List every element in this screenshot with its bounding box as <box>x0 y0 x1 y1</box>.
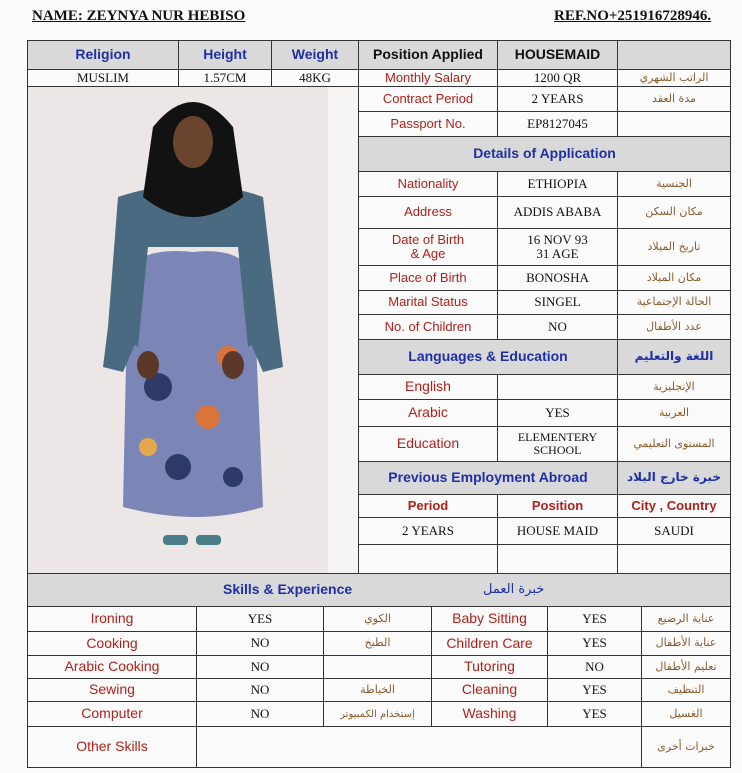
skill-baby-sitting-arabic: عناية الرضيع <box>641 606 731 632</box>
other-skills-label: Other Skills <box>27 726 197 768</box>
skill-arabic-cooking-value: NO <box>196 655 324 679</box>
passport-label: Passport No. <box>358 111 498 137</box>
nationality-value: ETHIOPIA <box>497 171 618 197</box>
arabic-label: Arabic <box>358 399 498 427</box>
skill-cleaning-value: YES <box>547 678 642 702</box>
other-skills-value <box>196 726 642 768</box>
person-photo-icon <box>28 87 358 573</box>
english-label: English <box>358 374 498 400</box>
dob-arabic: تاريخ الميلاد <box>617 228 731 266</box>
monthly-salary-value: 1200 QR <box>497 69 618 87</box>
skill-baby-sitting-label: Baby Sitting <box>431 606 548 632</box>
employment-title: Previous Employment Abroad <box>358 461 618 495</box>
employment-empty-2 <box>497 544 618 574</box>
skill-sewing-arabic: الخياطة <box>323 678 432 702</box>
nationality-label: Nationality <box>358 171 498 197</box>
marital-status-label: Marital Status <box>358 290 498 315</box>
arabic-arabic: العربية <box>617 399 731 427</box>
skill-washing-label: Washing <box>431 701 548 727</box>
children-label: No. of Children <box>358 314 498 340</box>
monthly-salary-label: Monthly Salary <box>358 69 498 87</box>
skill-children-care-label: Children Care <box>431 631 548 656</box>
weight-value: 48KG <box>271 69 359 87</box>
passport-value: EP8127045 <box>497 111 618 137</box>
skill-ironing-label: Ironing <box>27 606 197 632</box>
reference-number: REF.NO+251916728946. <box>554 8 712 24</box>
skill-arabic-cooking-arabic <box>323 655 432 679</box>
skill-computer-value: NO <box>196 701 324 727</box>
skill-arabic-cooking-label: Arabic Cooking <box>27 655 197 679</box>
skill-cleaning-label: Cleaning <box>431 678 548 702</box>
skill-baby-sitting-value: YES <box>547 606 642 632</box>
employment-empty-3 <box>617 544 731 574</box>
religion-value: MUSLIM <box>27 69 179 87</box>
education-arabic: المستوى التعليمي <box>617 426 731 462</box>
skills-title-bar <box>27 573 731 607</box>
english-arabic: الإنجليزية <box>617 374 731 400</box>
skill-sewing-label: Sewing <box>27 678 197 702</box>
employment-title-arabic: خبرة خارج البلاد <box>617 461 731 495</box>
skill-cleaning-arabic: التنظيف <box>641 678 731 702</box>
employment-empty-1 <box>358 544 498 574</box>
dob-value: 16 NOV 93 31 AGE <box>497 228 618 266</box>
address-arabic: مكان السكن <box>617 196 731 229</box>
address-value: ADDIS ABABA <box>497 196 618 229</box>
skill-sewing-value: NO <box>196 678 324 702</box>
place-of-birth-arabic: مكان الميلاد <box>617 265 731 291</box>
education-label: Education <box>358 426 498 462</box>
religion-header: Religion <box>27 40 179 70</box>
dob-label: Date of Birth & Age <box>358 228 498 266</box>
skill-children-care-arabic: عناية الأطفال <box>641 631 731 656</box>
employment-period-value: 2 YEARS <box>358 517 498 545</box>
languages-title-arabic: اللغة والتعليم <box>617 339 731 375</box>
skill-cooking-value: NO <box>196 631 324 656</box>
position-empty-cell <box>617 40 731 70</box>
place-of-birth-value: BONOSHA <box>497 265 618 291</box>
marital-status-value: SINGEL <box>497 290 618 315</box>
place-of-birth-label: Place of Birth <box>358 265 498 291</box>
other-skills-arabic: خبرات أخرى <box>641 726 731 768</box>
skill-cooking-label: Cooking <box>27 631 197 656</box>
children-arabic: عدد الأطفال <box>617 314 731 340</box>
english-value <box>497 374 618 400</box>
employment-country-value: SAUDI <box>617 517 731 545</box>
marital-status-arabic: الحالة الإجتماعية <box>617 290 731 315</box>
nationality-arabic: الجنسية <box>617 171 731 197</box>
monthly-salary-arabic: الراتب الشهري <box>617 69 731 87</box>
education-value: ELEMENTERY SCHOOL <box>497 426 618 462</box>
skill-washing-arabic: الغسيل <box>641 701 731 727</box>
employment-country-header: City , Country <box>617 494 731 518</box>
skill-computer-arabic: إستخدام الكمبيوتر <box>323 701 432 727</box>
position-applied-header: Position Applied <box>358 40 498 70</box>
skill-computer-label: Computer <box>27 701 197 727</box>
weight-header: Weight <box>271 40 359 70</box>
address-label: Address <box>358 196 498 229</box>
skills-title: Skills & Experience <box>223 581 353 598</box>
candidate-photo <box>27 86 359 574</box>
contract-period-arabic: مدة العقد <box>617 86 731 112</box>
employment-position-value: HOUSE MAID <box>497 517 618 545</box>
employment-period-header: Period <box>358 494 498 518</box>
skills-title-arabic: خبرة العمل <box>483 581 545 597</box>
skill-tutoring-arabic: تعليم الأطفال <box>641 655 731 679</box>
contract-period-value: 2 YEARS <box>497 86 618 112</box>
passport-arabic <box>617 111 731 137</box>
arabic-value: YES <box>497 399 618 427</box>
children-value: NO <box>497 314 618 340</box>
contract-period-label: Contract Period <box>358 86 498 112</box>
employment-position-header: Position <box>497 494 618 518</box>
skill-children-care-value: YES <box>547 631 642 656</box>
height-header: Height <box>178 40 272 70</box>
skill-tutoring-label: Tutoring <box>431 655 548 679</box>
position-applied-value: HOUSEMAID <box>497 40 618 70</box>
skill-cooking-arabic: الطبخ <box>323 631 432 656</box>
skill-ironing-arabic: الكوي <box>323 606 432 632</box>
details-title: Details of Application <box>358 136 731 172</box>
skill-ironing-value: YES <box>196 606 324 632</box>
height-value: 1.57CM <box>178 69 272 87</box>
skill-washing-value: YES <box>547 701 642 727</box>
candidate-name: NAME: ZEYNYA NUR HEBISO <box>32 8 246 24</box>
languages-title: Languages & Education <box>358 339 618 375</box>
skill-tutoring-value: NO <box>547 655 642 679</box>
